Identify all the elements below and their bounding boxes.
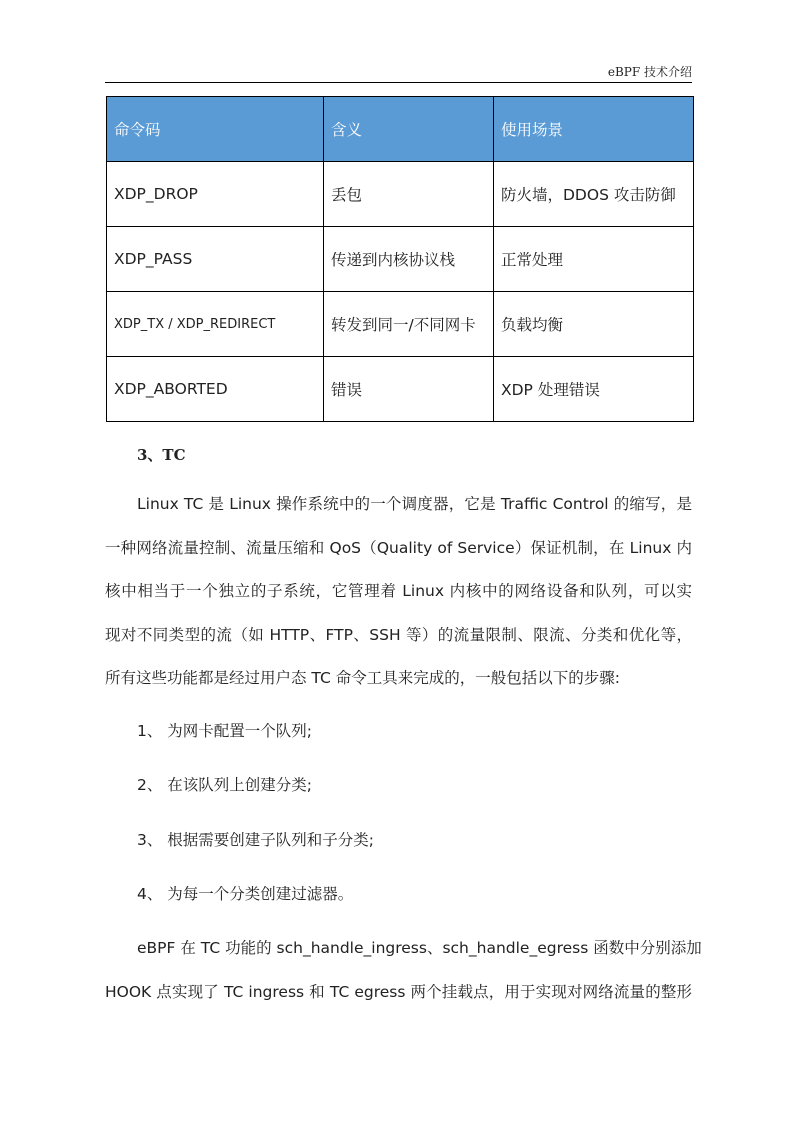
table-row [107, 227, 694, 292]
cell-command-code: XDP_DROP [107, 162, 324, 227]
header-cell-command-code: 命令码 [107, 97, 324, 162]
paragraph-line: 现对不同类型的流（如 HTTP、FTP、SSH 等）的流量限制、限流、分类和优化等， [105, 626, 692, 644]
list-item: 4、 为每一个分类创建过滤器。 [137, 885, 354, 903]
xdp-command-table [106, 96, 694, 422]
list-item: 1、 为网卡配置一个队列; [137, 722, 313, 740]
paragraph-line: HOOK 点实现了 TC ingress 和 TC egress 两个挂载点，用于实现对网络流量的整形 [105, 983, 692, 1001]
list-item: 3、 根据需要创建子队列和子分类; [137, 831, 375, 849]
cell-meaning: 转发到同一/不同网卡 [324, 292, 494, 357]
cell-use-case: 正常处理 [494, 227, 694, 292]
header-divider [105, 82, 692, 83]
cell-use-case: 负载均衡 [494, 292, 694, 357]
paragraph-line: eBPF 在 TC 功能的 sch_handle_ingress、sch_handle_egress 函数中分别添加 [137, 939, 702, 957]
paragraph-line: 核中相当于一个独立的子系统，它管理着 Linux 内核中的网络设备和队列，可以实 [105, 582, 692, 600]
cell-meaning: 丢包 [324, 162, 494, 227]
cell-command-code: XDP_TX / XDP_REDIRECT [107, 292, 324, 357]
table-row [107, 162, 694, 227]
header-cell-use-case: 使用场景 [494, 97, 694, 162]
section-heading: 3、TC [137, 446, 186, 464]
cell-use-case: 防火墙，DDOS 攻击防御 [494, 162, 694, 227]
table-header-row [107, 97, 694, 162]
table-row [107, 292, 694, 357]
cell-command-code: XDP_ABORTED [107, 357, 324, 422]
list-item: 2、 在该队列上创建分类; [137, 776, 313, 794]
cell-use-case: XDP 处理错误 [494, 357, 694, 422]
paragraph-line: 一种网络流量控制、流量压缩和 QoS（Quality of Service）保证机制，在 Linux 内 [105, 539, 692, 557]
paragraph-line: Linux TC 是 Linux 操作系统中的一个调度器，它是 Traffic Control 的缩写，是 [137, 495, 692, 513]
cell-command-code: XDP_PASS [107, 227, 324, 292]
page-header-title: eBPF 技术介绍 [607, 65, 692, 79]
paragraph-line: 所有这些功能都是经过用户态 TC 命令工具来完成的，一般包括以下的步骤: [105, 669, 620, 687]
table-row [107, 357, 694, 422]
cell-meaning: 错误 [324, 357, 494, 422]
cell-meaning: 传递到内核协议栈 [324, 227, 494, 292]
header-cell-meaning: 含义 [324, 97, 494, 162]
